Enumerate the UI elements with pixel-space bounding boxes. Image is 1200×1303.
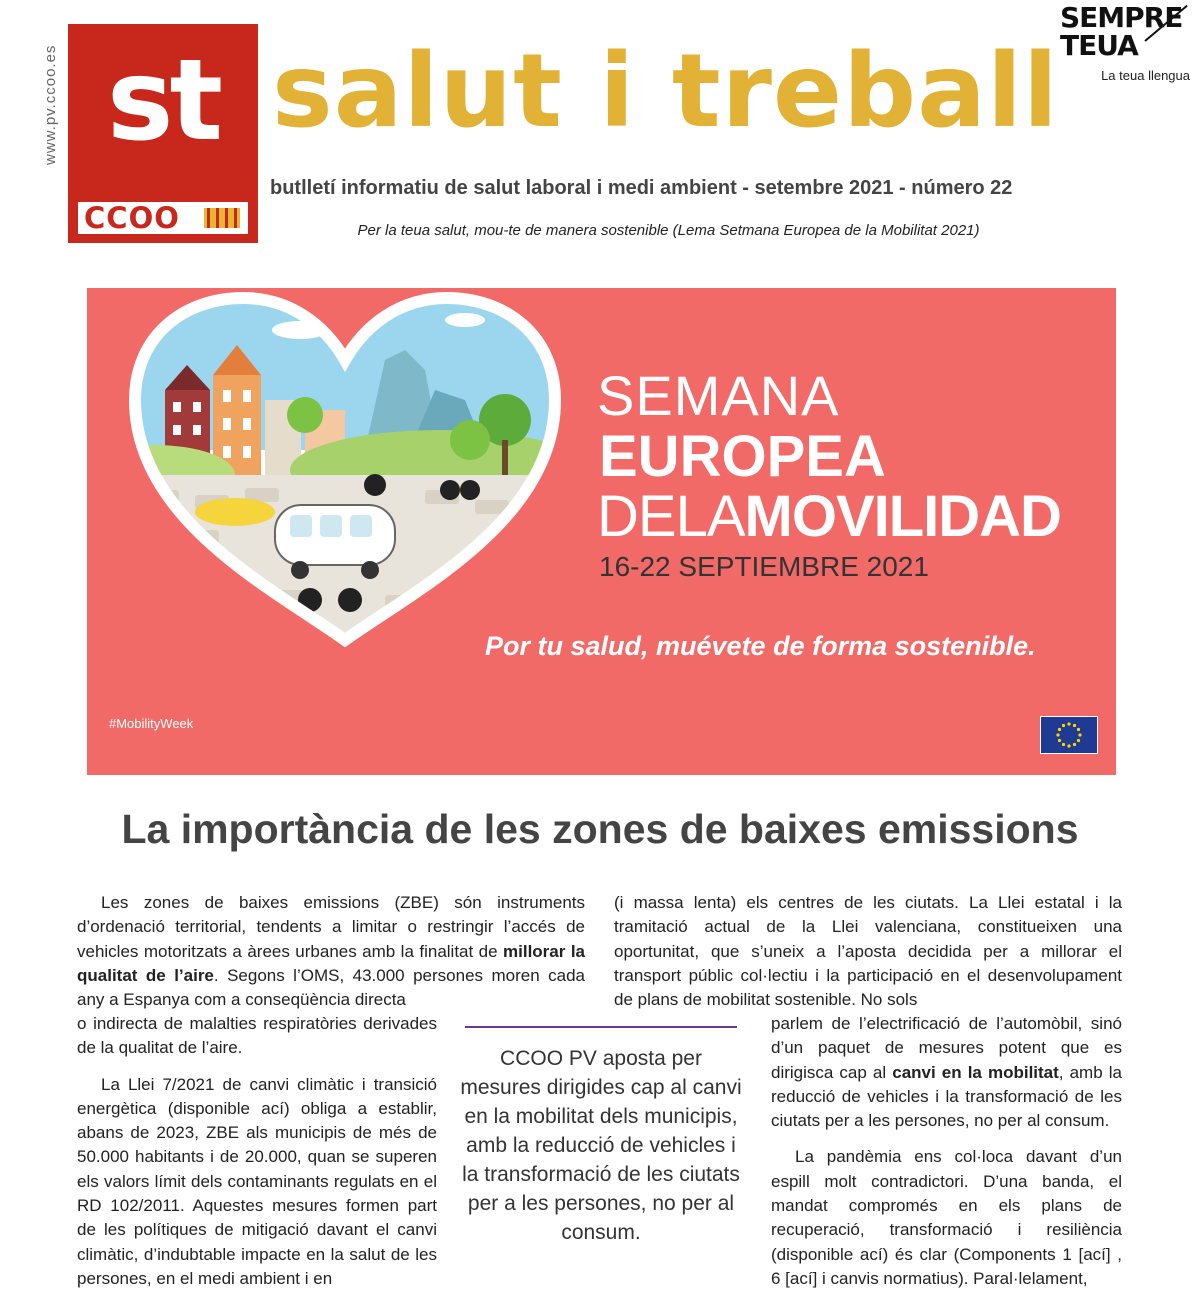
article-column-left-top <box>77 891 585 1012</box>
motto: Per la teua salut, mou-te de manera sostenible (Lema Setmana Europea de la Mobilitat 2021) <box>357 222 980 239</box>
newsletter-title: salut i treball <box>272 32 1059 151</box>
paragraph-bold: canvi en la mobilitat <box>892 1062 1059 1082</box>
banner-line-europea: EUROPEA <box>599 424 886 489</box>
banner-line3-light: DELA <box>597 484 745 549</box>
banner-dates: 16-22 SEPTIEMBRE 2021 <box>599 551 929 582</box>
newsletter-subtitle: butlletí informatiu de salut laboral i medi ambient - setembre 2021 - número 22 <box>270 177 1013 199</box>
logo-letters: st <box>106 36 220 166</box>
paragraph-bold: millorar la qualitat de l’aire <box>77 941 585 985</box>
paragraph-text: , amb la reducció de vehicles i la transformació de les ciutats per a les persones, no per al consum. <box>771 1062 1122 1131</box>
ccoo-logo-text: CCOO <box>84 201 180 235</box>
paragraph: La Llei 7/2021 de canvi climàtic i transició energètica (disponible ací) obliga a establir, abans de 2023, ZBE als municipis de més de 50.000 habitants i de 20.000, quan se superen els valors límit dels contaminants regulats en el RD 102/2011. Aquestes mesures formen part de les polítiques de mitigació davant el canvi climàtic, d’indubtable impacte en la salut de les persones, en el medi ambient i en <box>77 1074 437 1288</box>
eu-flag-icon <box>1040 716 1098 754</box>
st-ccoo-logo <box>68 24 258 243</box>
paragraph: o indirecta de malalties respiratòries derivades de la qualitat de l’aire. <box>77 1014 437 1058</box>
site-url[interactable]: www.pv.ccoo.es <box>42 44 59 166</box>
paragraph-text: parlem de l’electrificació de l’automòbil, sinó d’un paquet de mesures potent que es dirigisca cap al <box>771 1014 1122 1082</box>
banner-slogan: Por tu salud, muévete de forma sostenible. <box>485 631 1036 661</box>
sempre-logo-line2: TEUA <box>1060 29 1138 62</box>
pull-quote: CCOO PV aposta per mesures dirigides cap al canvi en la mobilitat dels municipis, amb la reducció de vehicles i la transformació de les ciutats per a les persones, no per al consum. <box>460 1047 742 1244</box>
paragraph: La pandèmia ens col·loca davant d’un espill molt contradictori. D’una banda, el mandat compromés en els plans de recuperació, transformació i resiliència (disponible ací) és clar (Components 1 [ací] , 6 [ací] i canvis normatius). Paral·lelament, <box>771 1147 1122 1288</box>
article-headline: La importància de les zones de baixes emissions <box>121 806 1079 852</box>
paragraph <box>771 1012 1122 1133</box>
ccoo-logo <box>78 202 248 234</box>
heart-city-illustration <box>125 290 565 650</box>
paragraph: (i massa lenta) els centres de les ciutats. La Llei estatal i la tramitació actual de la Llei valenciana, constitueixen una oportunitat, que s’uneix a l’aposta decidida per a millorar el transport públic col·lectiu i la participació en el desenvolupament de plans de mobilitat sostenible. No sols <box>614 893 1122 1010</box>
article-column-left <box>77 1012 437 1291</box>
banner-line-movilidad <box>597 483 1061 550</box>
pull-quote-rule <box>465 1026 737 1028</box>
sempre-logo-line1: SEMPRE <box>1060 1 1183 34</box>
article-column-right <box>771 1012 1122 1291</box>
paragraph-text: . Segons l’OMS, 43.000 persones moren cada any a Espanya com a conseqüència directa <box>77 965 585 1010</box>
senyera-icon <box>204 208 240 228</box>
sempre-teua-logo <box>1060 1 1190 83</box>
banner-line-semana: SEMANA <box>597 364 840 427</box>
sempre-tagline: La teua llengua <box>1101 68 1190 83</box>
paragraph-text: Les zones de baixes emissions (ZBE) són instruments d’ordenació territorial, tendents a limitar o restringir l’accés de vehicles motoritzats a àrees urbanes amb la finalitat de <box>77 893 585 961</box>
mobility-week-banner <box>87 288 1116 775</box>
article-column-right-top <box>614 891 1122 1012</box>
banner-line3-bold: MOVILIDAD <box>744 484 1061 549</box>
paragraph <box>77 891 585 1012</box>
banner-hashtag: #MobilityWeek <box>109 716 194 731</box>
